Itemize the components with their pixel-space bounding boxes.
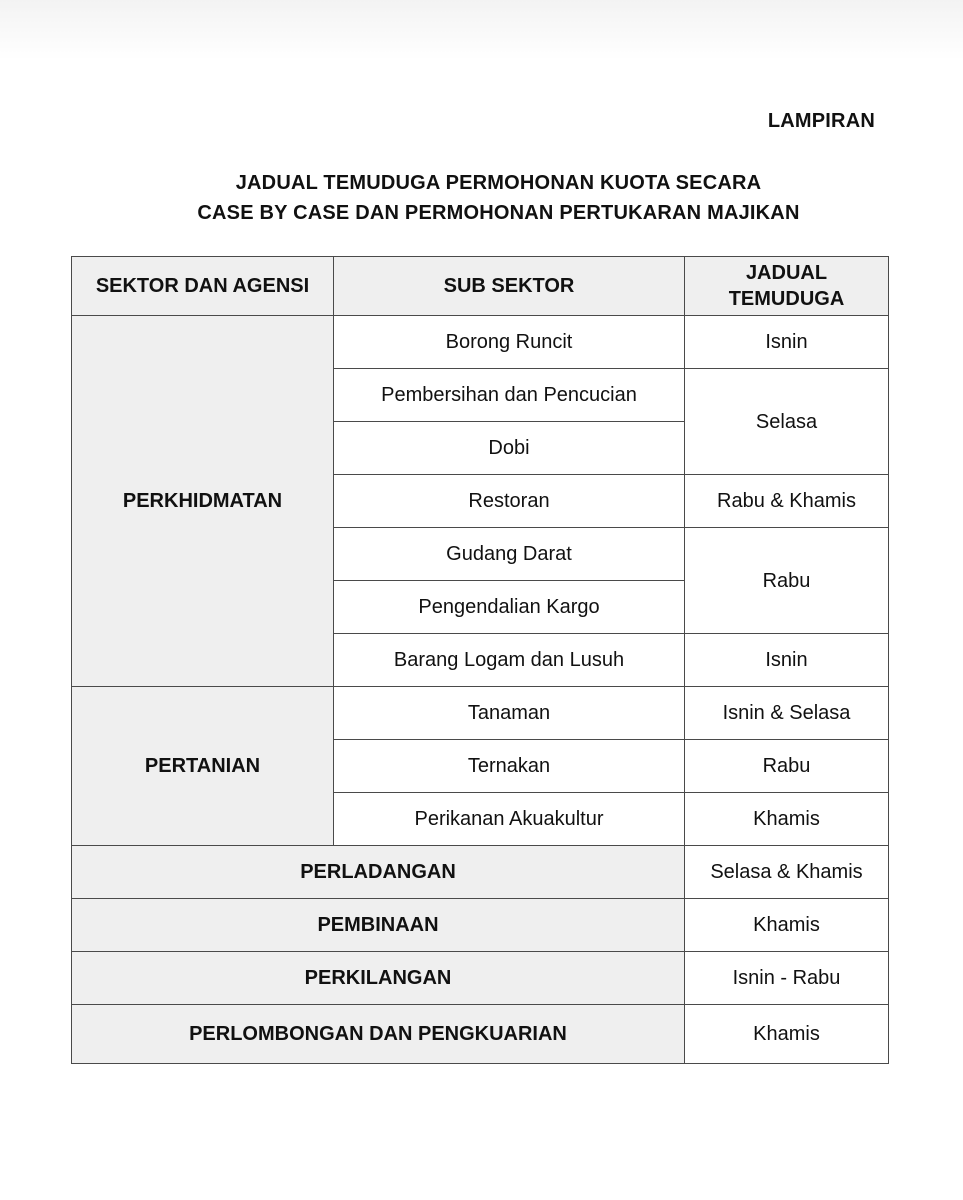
schedule-cell: Rabu & Khamis [685, 475, 889, 528]
table-row [72, 952, 889, 1005]
table-row [72, 687, 889, 740]
schedule-cell: Selasa [685, 369, 889, 475]
interview-schedule-table [71, 256, 889, 1064]
sector-cell: PERKILANGAN [72, 952, 685, 1005]
subsector-cell: Pembersihan dan Pencucian [334, 369, 685, 422]
title-line-2: CASE BY CASE DAN PERMOHONAN PERTUKARAN MAJIKAN [197, 202, 800, 224]
schedule-cell: Rabu [685, 740, 889, 793]
header-schedule [685, 257, 889, 316]
header-sector: SEKTOR DAN AGENSI [72, 257, 334, 316]
document-title [0, 168, 963, 228]
schedule-cell: Isnin [685, 316, 889, 369]
header-subsector: SUB SEKTOR [334, 257, 685, 316]
schedule-cell: Selasa & Khamis [685, 846, 889, 899]
subsector-cell: Borong Runcit [334, 316, 685, 369]
top-shadow-strip [0, 0, 963, 60]
sector-cell: PERKHIDMATAN [72, 316, 334, 687]
sector-cell: PEMBINAAN [72, 899, 685, 952]
subsector-cell: Ternakan [334, 740, 685, 793]
subsector-cell: Restoran [334, 475, 685, 528]
table-row [72, 316, 889, 369]
header-schedule-line-2: TEMUDUGA [728, 288, 845, 310]
sector-cell: PERLOMBONGAN DAN PENGKUARIAN [72, 1005, 685, 1064]
table-row [72, 899, 889, 952]
appendix-label: LAMPIRAN [767, 110, 875, 132]
header-row [72, 257, 889, 316]
schedule-cell: Rabu [685, 528, 889, 634]
subsector-cell: Gudang Darat [334, 528, 685, 581]
schedule-cell: Isnin & Selasa [685, 687, 889, 740]
table-row [72, 846, 889, 899]
schedule-cell: Khamis [685, 793, 889, 846]
subsector-cell: Barang Logam dan Lusuh [334, 634, 685, 687]
sector-cell: PERTANIAN [72, 687, 334, 846]
sector-cell: PERLADANGAN [72, 846, 685, 899]
subsector-cell: Perikanan Akuakultur [334, 793, 685, 846]
schedule-cell: Khamis [685, 1005, 889, 1064]
title-line-1: JADUAL TEMUDUGA PERMOHONAN KUOTA SECARA [235, 172, 762, 194]
subsector-cell: Pengendalian Kargo [334, 581, 685, 634]
schedule-cell: Khamis [685, 899, 889, 952]
schedule-cell: Isnin [685, 634, 889, 687]
header-schedule-line-1: JADUAL [745, 262, 828, 284]
subsector-cell: Dobi [334, 422, 685, 475]
subsector-cell: Tanaman [334, 687, 685, 740]
schedule-cell: Isnin - Rabu [685, 952, 889, 1005]
table-row [72, 1005, 889, 1064]
